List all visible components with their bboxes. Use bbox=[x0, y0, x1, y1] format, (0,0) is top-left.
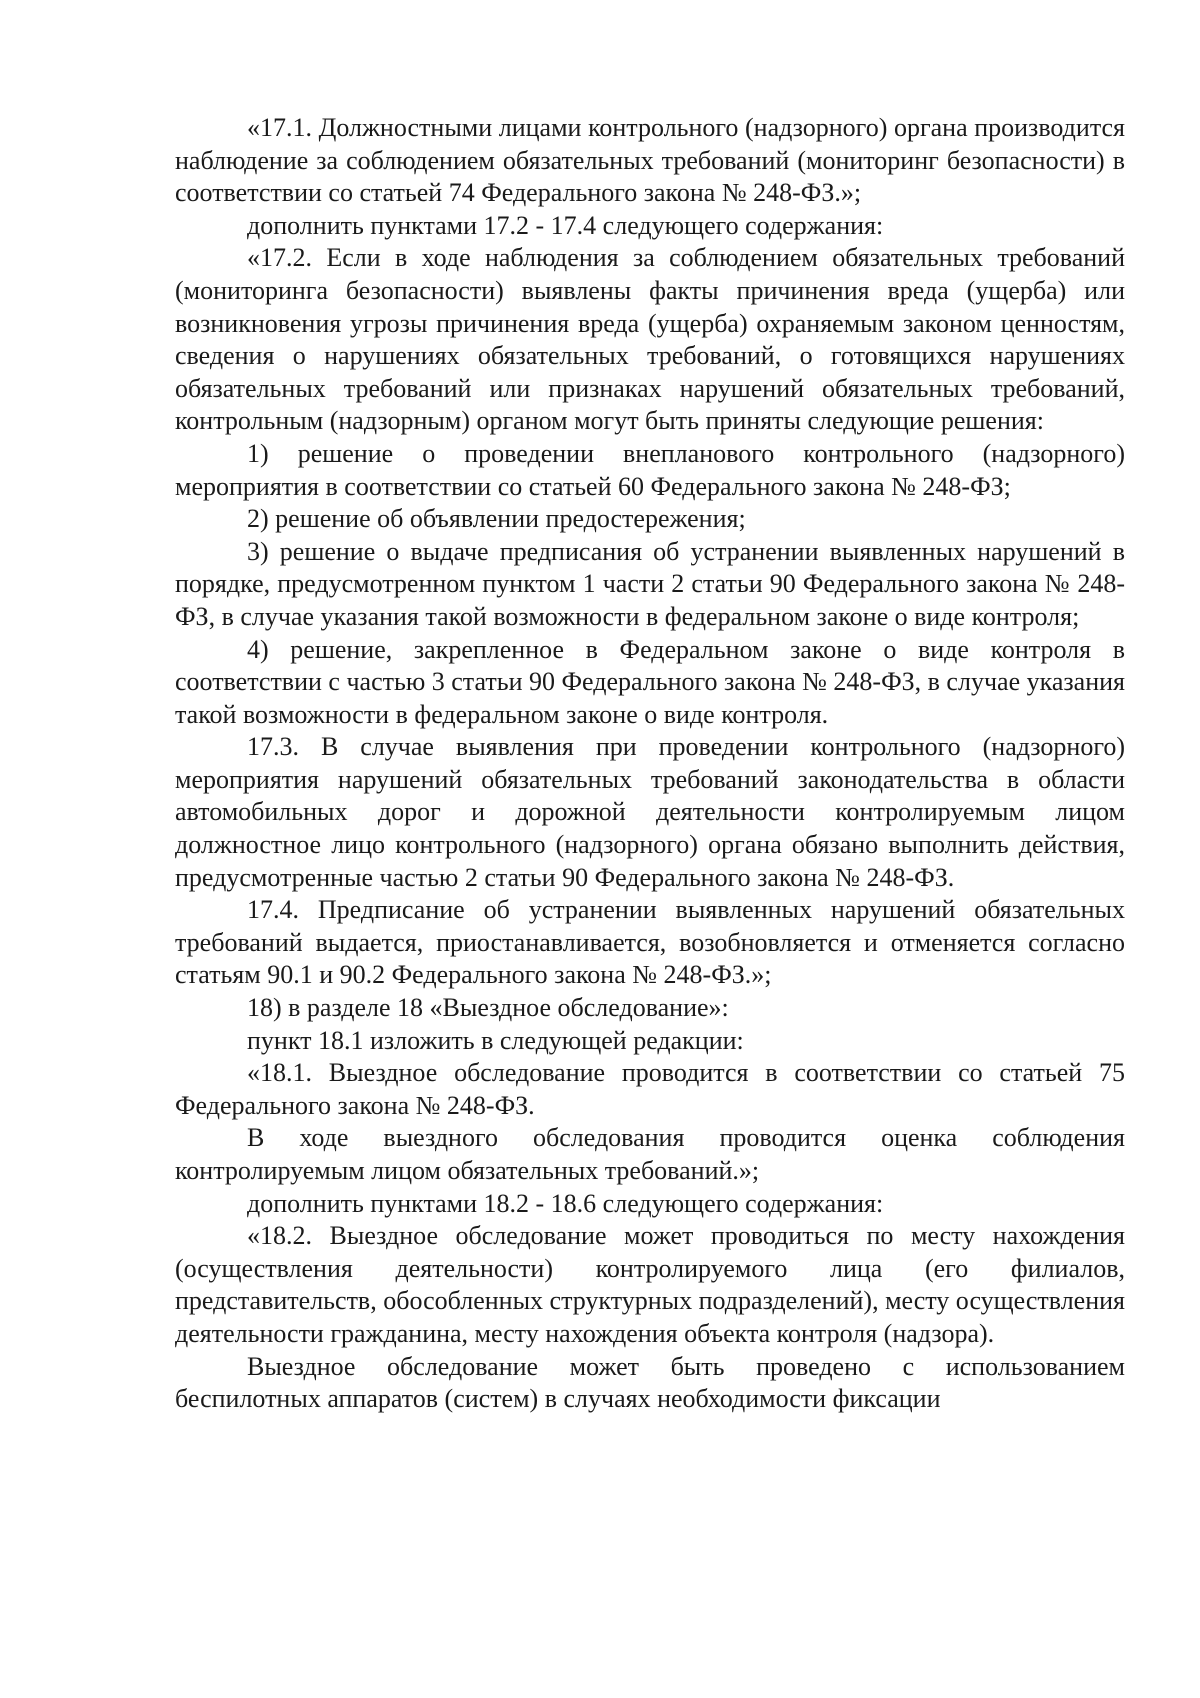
paragraph-17-2: «17.2. Если в ходе наблюдения за соблюдением обязательных требований (мониторинга безопасности) выявлены факты причинения вреда (ущерба) или возникновения угрозы причинения вреда (ущерба) охраняемым законом ценностям, сведения о нарушениях обязательных требований, о готовящихся нарушениях обязательных требований или признаках нарушений обязательных требований, контрольным (надзорным) органом могут быть приняты следующие решения: bbox=[175, 243, 1125, 436]
paragraph-18-2: «18.2. Выездное обследование может проводиться по месту нахождения (осуществления деятельности) контролируемого лица (его филиалов, представительств, обособленных структурных подразделений), месту осуществления деятельности гражданина, месту нахождения объекта контроля (надзора). bbox=[175, 1221, 1125, 1348]
document-page bbox=[175, 112, 1125, 1416]
paragraph-add-17-2-17-4: дополнить пунктами 17.2 - 17.4 следующего содержания: bbox=[247, 210, 884, 240]
paragraph-add-18-2-18-6: дополнить пунктами 18.2 - 18.6 следующего содержания: bbox=[247, 1188, 884, 1218]
paragraph-17-4: 17.4. Предписание об устранении выявленных нарушений обязательных требований выдается, приостанавливается, возобновляется и отменяется согласно статьям 90.1 и 90.2 Федерального закона № 248-ФЗ.»; bbox=[175, 895, 1125, 990]
paragraph-17-1: «17.1. Должностными лицами контрольного (надзорного) органа производится наблюдение за соблюдением обязательных требований (мониторинг безопасности) в соответствии со статьей 74 Федерального закона № 248-ФЗ.»; bbox=[175, 113, 1125, 208]
paragraph-18-2-drones: Выездное обследование может быть проведено с использованием беспилотных аппаратов (систем) в случаях необходимости фиксации bbox=[175, 1351, 1125, 1414]
paragraph-18-1-edit: пункт 18.1 изложить в следующей редакции: bbox=[247, 1025, 744, 1055]
paragraph-17-3: 17.3. В случае выявления при проведении контрольного (надзорного) мероприятия нарушений обязательных требований законодательства в области автомобильных дорог и дорожной деятельности контролируемым лицом должностное лицо контрольного (надзорного) органа обязано выполнить действия, предусмотренные частью 2 статьи 90 Федерального закона № 248-ФЗ. bbox=[175, 732, 1125, 892]
paragraph-18-1-assessment: В ходе выездного обследования проводится оценка соблюдения контролируемым лицом обязательных требований.»; bbox=[175, 1123, 1125, 1185]
paragraph-18-1: «18.1. Выездное обследование проводится в соответствии со статьей 75 Федерального закона № 248-ФЗ. bbox=[175, 1058, 1125, 1120]
list-item-decision-4: 4) решение, закрепленное в Федеральном законе о виде контроля в соответствии с частью 3 статьи 90 Федерального закона № 248-ФЗ, в случае указания такой возможности в федеральном законе о виде контроля. bbox=[175, 634, 1125, 729]
list-item-decision-1: 1) решение о проведении внепланового контрольного (надзорного) мероприятия в соответствии со статьей 60 Федерального закона № 248-ФЗ; bbox=[175, 438, 1125, 501]
list-item-decision-2: 2) решение об объявлении предостережения; bbox=[247, 504, 746, 534]
paragraph-section-18: 18) в разделе 18 «Выездное обследование»: bbox=[247, 993, 729, 1023]
list-item-decision-3: 3) решение о выдаче предписания об устранении выявленных нарушений в порядке, предусмотренном пунктом 1 части 2 статьи 90 Федерального закона № 248-ФЗ, в случае указания такой возможности в федеральном законе о виде контроля; bbox=[175, 536, 1125, 631]
